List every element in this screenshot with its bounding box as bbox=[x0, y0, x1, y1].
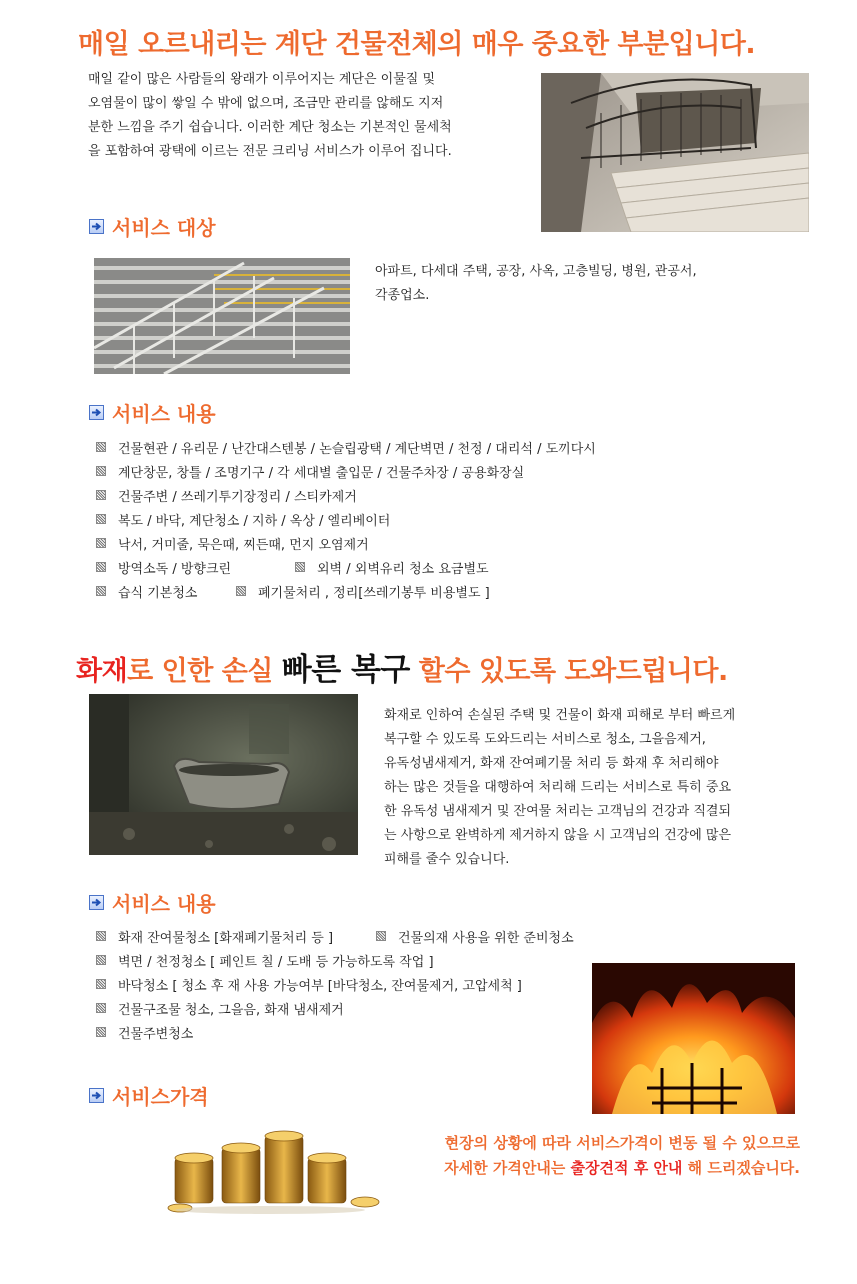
price-notice bbox=[390, 1131, 800, 1181]
stairs-intro bbox=[88, 68, 538, 164]
price-notice-line: 현장의 상황에 따라 서비스가격이 변동 될 수 있으므로 bbox=[444, 1134, 800, 1152]
coin-stacks-image bbox=[160, 1128, 390, 1216]
fire-service-list bbox=[96, 924, 596, 1044]
intro-line: 한 유독성 냄새제거 및 잔여물 처리는 고객님의 건강과 직결되 bbox=[384, 804, 732, 819]
title-end-part: 할수 있도록 도와드립니다. bbox=[409, 656, 728, 687]
intro-line: 유독성냄새제거, 화재 잔여폐기물 처리 등 화재 후 처리해야 bbox=[384, 756, 719, 771]
intro-line: 하는 많은 것들을 대행하여 처리해 드리는 서비스로 특히 중요 bbox=[384, 780, 732, 795]
hatched-square-icon bbox=[295, 562, 305, 572]
section-heading-label: 서비스가격 bbox=[112, 1085, 209, 1109]
section-heading-price bbox=[89, 1081, 209, 1110]
hatched-square-icon bbox=[96, 538, 106, 548]
arrow-right-icon bbox=[89, 895, 104, 910]
list-item: 건물구조물 청소, 그을음, 화재 냄새제거 bbox=[96, 996, 596, 1020]
title-mid-part: 로 인한 손실 bbox=[127, 656, 282, 687]
intro-line: 분한 느낌을 주기 쉽습니다. 이러한 계단 청소는 기본적인 물세척 bbox=[88, 120, 452, 135]
hatched-square-icon bbox=[96, 466, 106, 476]
arrow-right-icon bbox=[89, 1088, 104, 1103]
section-heading-fire-content bbox=[89, 888, 216, 917]
hatched-square-icon bbox=[96, 931, 106, 941]
intro-line: 오염물이 많이 쌓일 수 밖에 없으며, 조금만 관리를 않해도 지저 bbox=[88, 96, 444, 111]
staircase-photo bbox=[541, 73, 809, 232]
section-heading-content bbox=[89, 398, 216, 427]
target-line: 각종업소. bbox=[375, 288, 430, 303]
intro-line: 매일 같이 많은 사람들의 왕래가 이루어지는 계단은 이물질 및 bbox=[88, 72, 436, 87]
list-item: 건물주변청소 bbox=[96, 1020, 596, 1044]
hatched-square-icon bbox=[96, 979, 106, 989]
hatched-square-icon bbox=[96, 586, 106, 596]
stairs-service-list bbox=[96, 435, 776, 603]
hatched-square-icon bbox=[96, 1003, 106, 1013]
stairs-railing-photo bbox=[94, 258, 350, 374]
price-notice-highlight: 출장견적 후 안내 bbox=[570, 1159, 683, 1177]
title-red-part: 화재 bbox=[76, 656, 128, 687]
list-item: 낙서, 거미줄, 묵은때, 찌든때, 먼지 오염제거 bbox=[96, 531, 776, 555]
price-notice-line: 자세한 가격안내는 출장견적 후 안내 해 드리겠습니다. bbox=[444, 1159, 800, 1177]
list-item: 계단창문, 창틀 / 조명기구 / 각 세대별 출입문 / 건물주차장 / 공용화장실 bbox=[96, 459, 776, 483]
fire-photo bbox=[592, 963, 795, 1114]
list-item: 복도 / 바닥, 계단청소 / 지하 / 옥상 / 엘리베이터 bbox=[96, 507, 776, 531]
fire-damaged-room-photo bbox=[89, 694, 358, 855]
arrow-right-icon bbox=[89, 219, 104, 234]
arrow-right-icon bbox=[89, 405, 104, 420]
list-item: 건물현관 / 유리문 / 난간대스텐봉 / 논슬립광택 / 계단벽면 / 천정 / 대리석 / 도끼다시 bbox=[96, 435, 776, 459]
hatched-square-icon bbox=[96, 1027, 106, 1037]
target-line: 아파트, 다세대 주택, 공장, 사옥, 고층빌딩, 병원, 관공서, bbox=[375, 264, 697, 279]
intro-line: 는 사항으로 완벽하게 제거하지 않을 시 고객님의 건강에 많은 bbox=[384, 828, 732, 843]
hatched-square-icon bbox=[376, 931, 386, 941]
list-item: 벽면 / 천정청소 [ 페인트 칠 / 도배 등 가능하도록 작업 ] bbox=[96, 948, 596, 972]
page-title-fire bbox=[76, 644, 728, 689]
hatched-square-icon bbox=[236, 586, 246, 596]
list-item-pair: 습식 기본청소 폐기물처리 , 정리[쓰레기봉투 비용별도 ] bbox=[96, 579, 776, 603]
target-list bbox=[375, 260, 795, 308]
section-heading-label: 서비스 내용 bbox=[112, 402, 216, 426]
hatched-square-icon bbox=[96, 490, 106, 500]
title-black-part: 빠른 복구 bbox=[281, 652, 410, 688]
list-item: 바닥청소 [ 청소 후 재 사용 가능여부 [바닥청소, 잔여물제거, 고압세척 ] bbox=[96, 972, 596, 996]
intro-line: 피해를 줄수 있습니다. bbox=[384, 852, 510, 867]
hatched-square-icon bbox=[96, 562, 106, 572]
intro-line: 을 포함하여 광택에 이르는 전문 크리닝 서비스가 이루어 집니다. bbox=[88, 144, 452, 159]
hatched-square-icon bbox=[96, 442, 106, 452]
intro-line: 화재로 인하여 손실된 주택 및 건물이 화재 피해로 부터 빠르게 bbox=[384, 708, 736, 723]
fire-intro bbox=[384, 704, 814, 872]
hatched-square-icon bbox=[96, 955, 106, 965]
section-heading-label: 서비스 내용 bbox=[112, 892, 216, 916]
page-title-stairs: 매일 오르내리는 계단 건물전체의 매우 중요한 부분입니다. bbox=[78, 29, 756, 60]
intro-line: 복구할 수 있도록 도와드리는 서비스로 청소, 그을음제거, bbox=[384, 732, 706, 747]
list-item: 건물주변 / 쓰레기투기장정리 / 스티카제거 bbox=[96, 483, 776, 507]
section-heading-label: 서비스 대상 bbox=[112, 216, 216, 240]
list-item-pair: 방역소독 / 방향크린 외벽 / 외벽유리 청소 요금별도 bbox=[96, 555, 776, 579]
list-item-pair: 화재 잔여물청소 [화재폐기물처리 등 ] 건물의재 사용을 위한 준비청소 bbox=[96, 924, 596, 948]
hatched-square-icon bbox=[96, 514, 106, 524]
section-heading-target bbox=[89, 212, 216, 241]
